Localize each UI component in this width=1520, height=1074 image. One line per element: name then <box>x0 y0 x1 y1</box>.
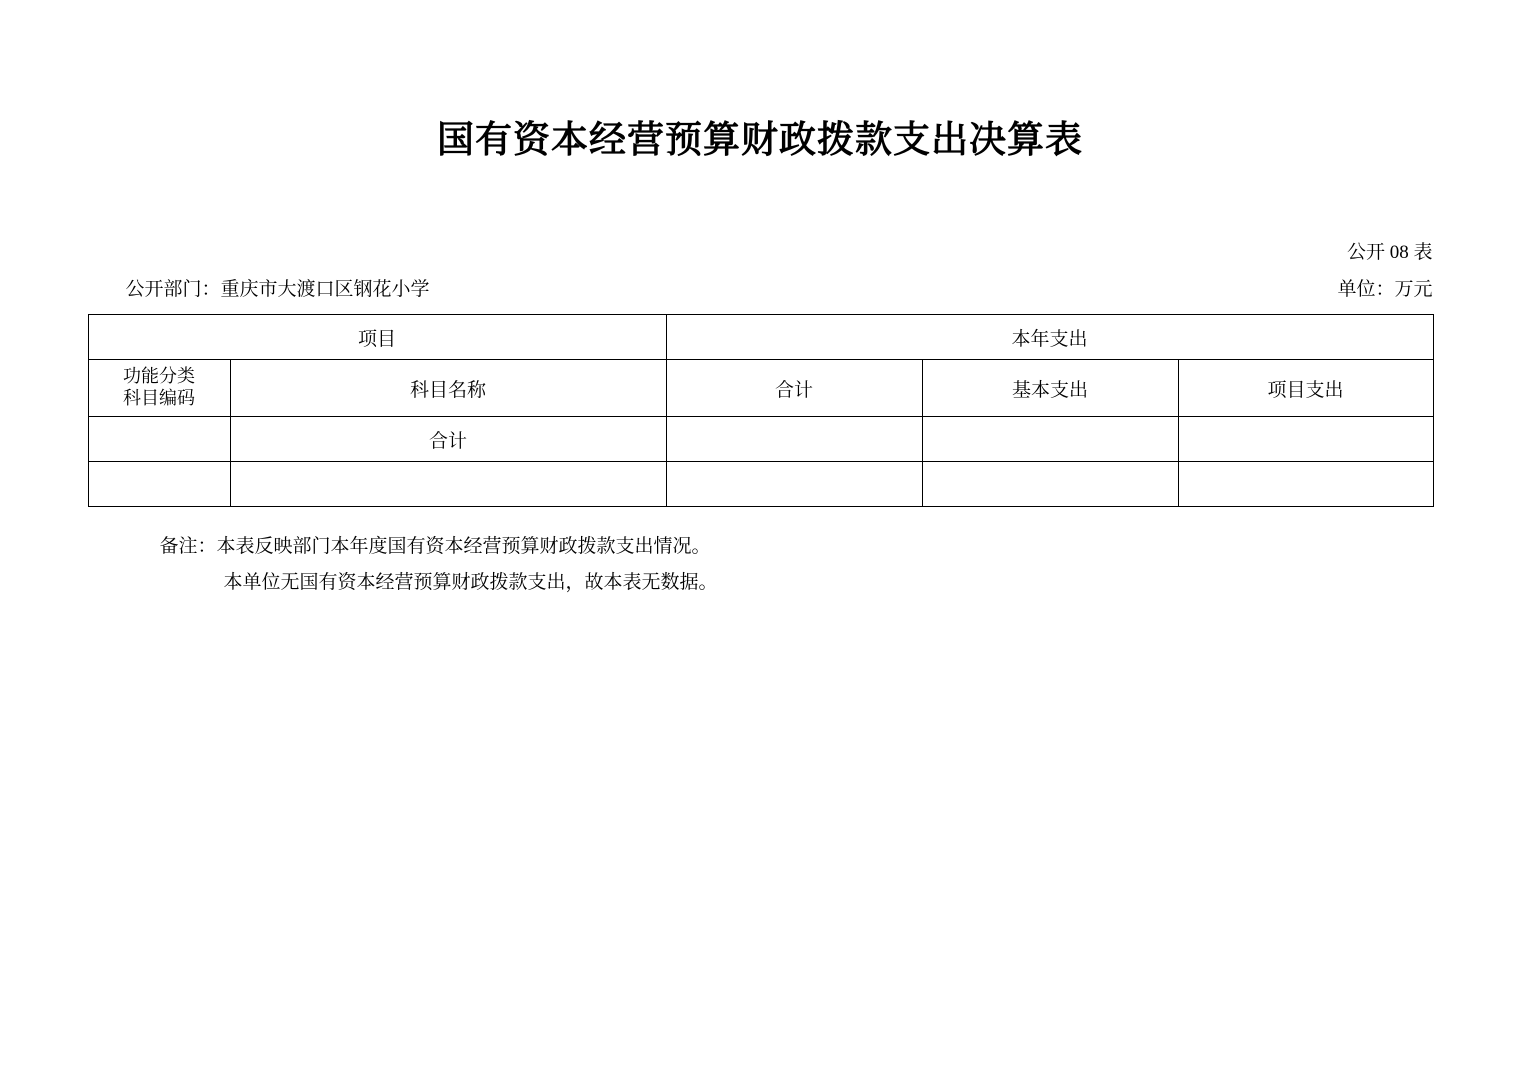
header-current-year-group: 本年支出 <box>666 315 1433 360</box>
notes-section <box>88 507 1433 599</box>
note-line-1: 备注：本表反映部门本年度国有资本经营预算财政拨款支出情况。 <box>159 536 711 558</box>
header-basic-expenditure: 基本支出 <box>922 360 1178 417</box>
table-header-group-row <box>88 315 1433 360</box>
cell-name: 合计 <box>230 417 666 462</box>
unit-line: 单位：万元 <box>1337 279 1433 301</box>
sheet-number: 公开 08 表 <box>1346 242 1433 264</box>
table-header-row <box>88 360 1433 417</box>
page-title: 国有资本经营预算财政拨款支出决算表 <box>437 118 1083 161</box>
cell-sum <box>666 462 922 507</box>
cell-basic <box>922 462 1178 507</box>
cell-sum <box>666 417 922 462</box>
cell-name <box>230 462 666 507</box>
budget-table-container <box>88 162 1433 507</box>
header-function-code <box>88 360 230 417</box>
header-project-expenditure: 项目支出 <box>1178 360 1433 417</box>
cell-code <box>88 462 230 507</box>
cell-code <box>88 417 230 462</box>
note-line-2: 本单位无国有资本经营预算财政拨款支出，故本表无数据。 <box>223 571 718 593</box>
header-sum: 合计 <box>666 360 922 417</box>
header-item-group: 项目 <box>88 315 666 360</box>
table-row <box>88 417 1433 462</box>
header-function-code-line2: 科目编码 <box>123 388 195 410</box>
department-line: 公开部门：重庆市大渡口区钢花小学 <box>125 279 430 301</box>
table-row <box>88 462 1433 507</box>
cell-basic <box>922 417 1178 462</box>
cell-project <box>1178 417 1433 462</box>
cell-project <box>1178 462 1433 507</box>
budget-table <box>88 314 1434 507</box>
header-subject-name: 科目名称 <box>230 360 666 417</box>
header-function-code-line1: 功能分类 <box>123 365 195 387</box>
